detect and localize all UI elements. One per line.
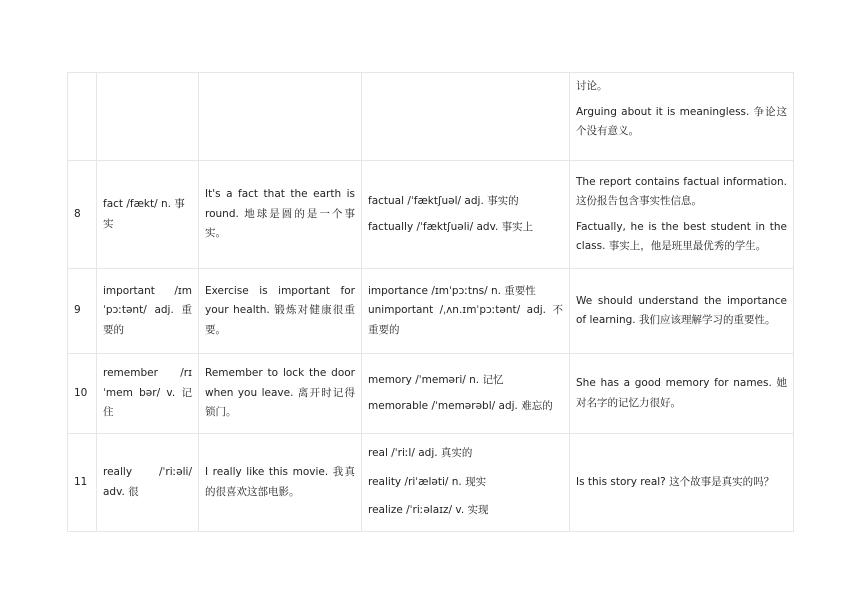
example-cell: Exercise is important for your health. 锻炼对健康很重要。 <box>199 269 362 354</box>
sentences-cell: We should understand the importance of learning. 我们应该理解学习的重要性。 <box>570 269 794 354</box>
derivative-text: memory /ˈmeməri/ n. 记忆 <box>368 374 504 386</box>
example-cell: I really like this movie. 我真的很喜欢这部电影。 <box>199 434 362 532</box>
word-cell: fact /fækt/ n. 事实 <box>97 161 199 269</box>
derivatives-cell <box>362 161 570 269</box>
row-number-cell: 8 <box>68 161 97 269</box>
word-cell: really /ˈriːəli/ adv. 很 <box>97 434 199 532</box>
derivative-text: factual /ˈfæktʃuəl/ adj. 事实的 <box>368 195 519 207</box>
table-row <box>68 354 794 434</box>
word-cell <box>97 73 199 161</box>
sentence-text: Factually, he is the best student in the class. 事实上，他是班里最优秀的学生。 <box>576 220 787 252</box>
row-number-cell: 11 <box>68 434 97 532</box>
table-row <box>68 434 794 532</box>
row-number-cell: 9 <box>68 269 97 354</box>
sentences-cell: Is this story real? 这个故事是真实的吗？ <box>570 434 794 532</box>
example-cell: It's a fact that the earth is round. 地球是圆的是一个事实。 <box>199 161 362 269</box>
derivatives-cell <box>362 434 570 532</box>
derivative-text: memorable /ˈmemərəbl/ adj. 难忘的 <box>368 399 553 412</box>
example-cell: Remember to lock the door when you leave. 离开时记得锁门。 <box>199 354 362 434</box>
row-number-cell: 10 <box>68 354 97 434</box>
derivative-text: real /ˈriːl/ adj. 真实的 <box>368 447 473 460</box>
sentence-text: Arguing about it is meaningless. 争论这个没有意义。 <box>576 105 787 137</box>
sentences-cell: She has a good memory for names. 她对名字的记忆力很好。 <box>570 354 794 434</box>
table-row <box>68 73 794 161</box>
sentence-text: 讨论。 <box>576 80 608 92</box>
vocabulary-table <box>67 72 794 532</box>
derivative-text: realize /ˈriːəlaɪz/ v. 实现 <box>368 504 489 517</box>
row-number-cell <box>68 73 97 161</box>
sentences-cell <box>570 161 794 269</box>
word-cell: important /ɪmˈpɔːtənt/ adj. 重要的 <box>97 269 199 354</box>
sentences-cell <box>570 73 794 161</box>
derivatives-cell <box>362 73 570 161</box>
derivative-text: importance /ɪmˈpɔːtns/ n. 重要性 <box>368 284 536 297</box>
derivative-text: factually /ˈfæktʃuəli/ adv. 事实上 <box>368 220 534 233</box>
derivative-text: reality /riˈæləti/ n. 现实 <box>368 475 487 488</box>
word-cell: remember /rɪˈmem bər/ v. 记住 <box>97 354 199 434</box>
example-cell <box>199 73 362 161</box>
derivatives-cell <box>362 354 570 434</box>
table-row <box>68 161 794 269</box>
derivative-text: unimportant /ˌʌn.ɪmˈpɔːtənt/ adj. 不重要的 <box>368 304 563 336</box>
sentence-text: The report contains factual information. 这份报告包含事实性信息。 <box>576 175 787 207</box>
table-row <box>68 269 794 354</box>
derivatives-cell <box>362 269 570 354</box>
